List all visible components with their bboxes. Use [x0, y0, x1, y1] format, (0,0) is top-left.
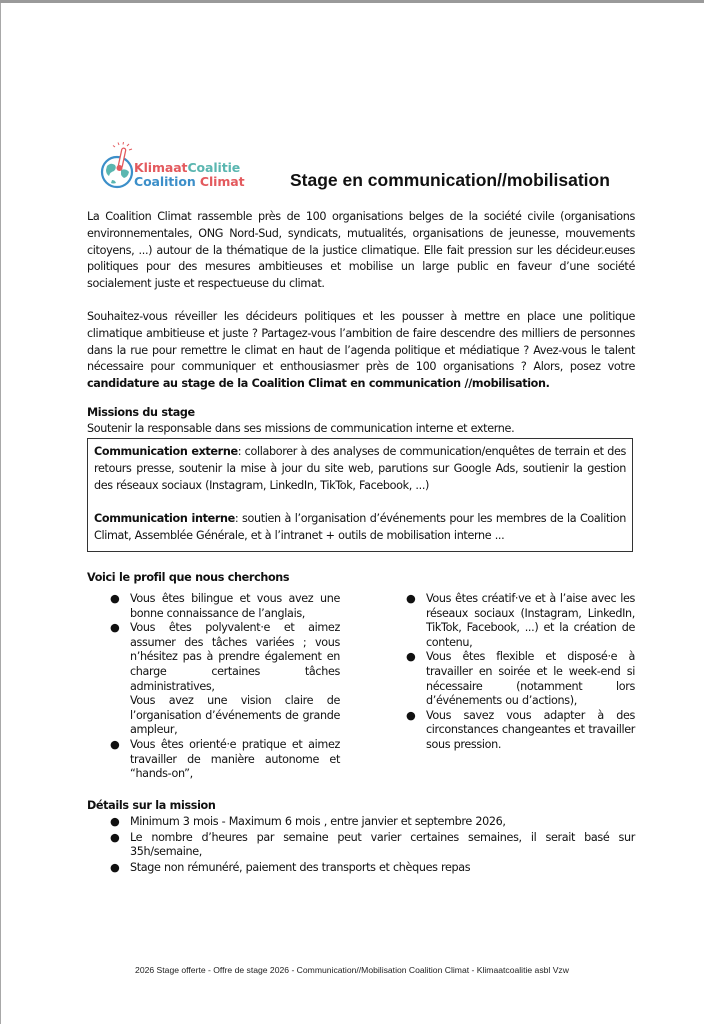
page-left-edge [0, 3, 1, 1024]
logo-coalitie: Coalitie [187, 160, 241, 175]
bullet-icon: ● [110, 592, 120, 605]
mission-internal-label: Communication interne [94, 512, 235, 526]
profile-item-text: Vous êtes créatif·ve et à l’aise avec les réseaux sociaux (Instagram, LinkedIn, TikTok, Facebook, ...) et la création de contenu, [426, 592, 635, 649]
document-header [97, 140, 637, 192]
missions-subtitle: Soutenir la responsable dans ses missions de communication interne et externe. [87, 422, 515, 435]
bullet-icon: ● [110, 621, 120, 635]
call-to-action-text: Souhaitez-vous réveiller les décideurs politiques et les pousser à mettre en place une politique climatique ambitieuse et juste ? Partagez-vous l’ambition de faire descendre des milliers de personnes dans la rue pour remettre le climat en haut de l’agenda politique et médiatique ? Avez-vous le talent nécessaire pour communiquer et enthousiasmer près de 100 organisations ? Alors, posez votre [87, 310, 635, 374]
bullet-icon: ● [110, 815, 120, 828]
bullet-icon: ● [406, 592, 416, 605]
bullet-icon: ● [406, 708, 416, 722]
profile-column-left [87, 592, 340, 782]
logo-coalition: Coalition [134, 174, 196, 189]
logo-wordmark [134, 161, 244, 189]
details-heading-text: Détails sur la mission [87, 799, 216, 812]
profile-item-text: Vous savez vous adapter à des circonstances changeantes et travailler sous pression. [426, 708, 635, 751]
mission-external-text: : collaborer à des analyses de communication/enquêtes de terrain et des retours presse, soutenir la mise à jour du site web, parutions sur Google Ads, soutienir la gestion des réseaux sociaux (Instagram, LinkedIn, TikTok, Facebook, ...) [94, 445, 626, 492]
details-item [87, 815, 635, 830]
details-list [87, 815, 635, 876]
profile-item [87, 592, 340, 621]
bullet-icon: ● [110, 737, 120, 751]
profile-item [383, 650, 635, 708]
missions-heading [87, 405, 635, 422]
details-item-text: Minimum 3 mois - Maximum 6 mois , entre janvier et septembre 2026, [130, 815, 506, 828]
mission-external [94, 444, 626, 494]
profile-item [87, 738, 340, 782]
globe-thermometer-icon [99, 142, 139, 190]
missions-box [87, 438, 633, 552]
call-to-action-paragraph [87, 309, 635, 393]
profile-column-right [383, 592, 635, 753]
profile-item-text: Vous avez une vision claire de l’organisation d’événements de grande ampleur, [130, 694, 340, 737]
details-heading [87, 798, 635, 815]
profile-item [87, 694, 340, 738]
profile-heading-text: Voici le profil que nous cherchons [87, 571, 290, 584]
mission-external-label: Communication externe [94, 445, 238, 458]
mission-internal [94, 511, 626, 545]
klimaatcoalitie-logo [97, 140, 267, 192]
intro-paragraph: La Coalition Climat rassemble près de 100 organisations belges de la société civile (organisations environnementales, ONG Nord-Sud, syndicats, mutualités, organisations de jeunesse, mouvements citoyens, ...) autour de la thématique de la justice climatique. Elle fait pression sur les décideur.euses politiques pour des mesures ambitieuses et mobilise un large public en faveur d’une société socialement juste et respectueuse du climat. [87, 210, 635, 291]
profile-item [383, 592, 635, 650]
logo-klimaat: Klimaat [134, 160, 188, 175]
profile-item-text: Vous êtes bilingue et vous avez une bonne connaissance de l’anglais, [130, 592, 340, 620]
bullet-icon: ● [110, 830, 120, 844]
document-title: Stage en communication//mobilisation [290, 170, 610, 190]
bullet-icon: ● [110, 860, 120, 874]
profile-heading [87, 570, 635, 587]
profile-item-text: Vous êtes polyvalent·e et aimez assumer des tâches variées ; vous n’hésitez pas à prendre également en charge certaines tâches administratives, [130, 621, 340, 693]
mission-internal-text: : soutien à l’organisation d’événements pour les membres de la Coalition Climat, Assemblée Générale, et à l’intranet + outils de mobilisation interne ... [94, 512, 626, 542]
bullet-icon: ● [406, 650, 416, 664]
details-item [87, 861, 635, 876]
call-to-action-bold: candidature au stage de la Coalition Climat en communication //mobilisation. [87, 377, 550, 391]
details-item-text: Stage non rémunéré, paiement des transports et chèques repas [130, 860, 471, 874]
details-item-text: Le nombre d’heures par semaine peut varier certaines semaines, il serait basé sur 35h/semaine, [130, 830, 635, 859]
page-footer: 2026 Stage offerte - Offre de stage 2026 - Communication//Mobilisation Coalition Climat - Klimaatcoalitie asbl Vzw [135, 965, 569, 975]
profile-item-text: Vous êtes flexible et disposé·e à travailler en soirée et le week-end si nécessaire (notamment lors d’événements ou d’actions), [426, 650, 635, 708]
missions-heading-text: Missions du stage [87, 406, 195, 419]
profile-item [87, 621, 340, 694]
viewer-top-bar [0, 0, 704, 3]
details-item [87, 831, 635, 860]
profile-item [383, 709, 635, 753]
profile-item-text: Vous êtes orienté·e pratique et aimez travailler de manière autonome et “hands-on”, [130, 737, 340, 781]
logo-climat: Climat [199, 174, 245, 189]
